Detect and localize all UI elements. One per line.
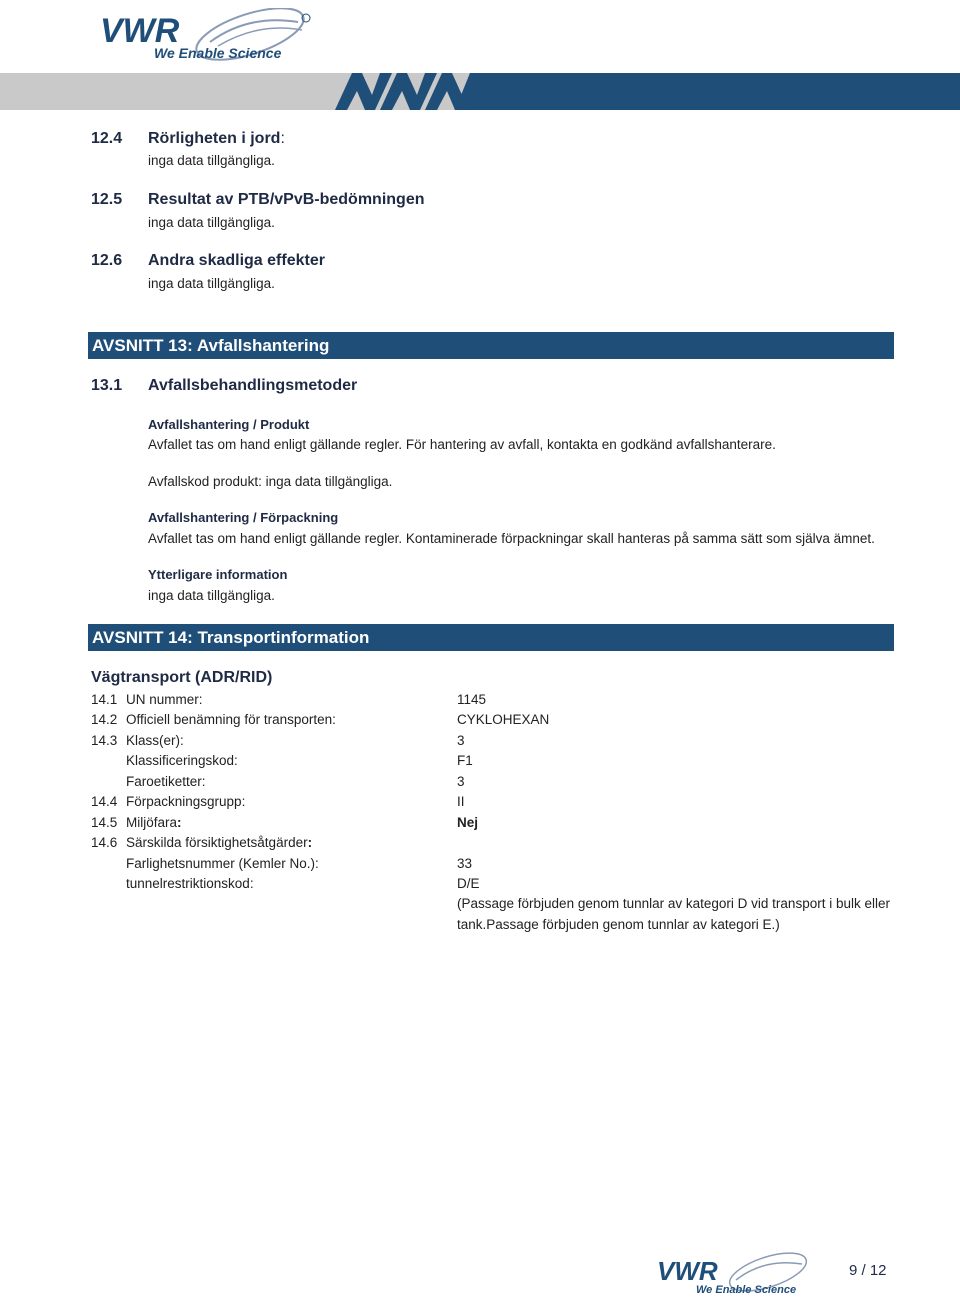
subsection-number: 12.6 — [91, 252, 123, 269]
row-value: Nej — [457, 815, 479, 830]
footer-logo-tagline: We Enable Science — [696, 1284, 797, 1296]
row-number: 14.1 — [91, 692, 118, 707]
row-label: Miljöfara: — [126, 815, 182, 830]
waste-code: Avfallskod produkt: inga data tillgängliga. — [148, 474, 393, 489]
subsection-text: inga data tillgängliga. — [148, 215, 275, 230]
packaging-label: Avfallshantering / Förpackning — [148, 510, 339, 525]
row-value: II — [457, 794, 465, 809]
footer-logo-wordmark: VWR — [657, 1256, 718, 1286]
packaging-text: Avfallet tas om hand enligt gällande regler. Kontaminerade förpackningar skall hanteras på samma sätt som själva ämnet. — [148, 531, 875, 546]
row-label: tunnelrestriktionskod: — [126, 876, 254, 891]
row-label: Klassificeringskod: — [126, 753, 238, 768]
row-value: D/E — [457, 876, 480, 891]
subsection-title: Avfallsbehandlingsmetoder — [148, 377, 358, 394]
subsection-number: 13.1 — [91, 377, 123, 394]
row-number: 14.3 — [91, 733, 118, 748]
section-heading-13: AVSNITT 13: Avfallshantering — [88, 332, 894, 359]
row-value: 33 — [457, 856, 473, 871]
row-value: 3 — [457, 774, 465, 789]
vwr-logo-footer — [656, 1252, 812, 1296]
logo-tagline: We Enable Science — [154, 45, 282, 61]
row-number: 14.2 — [91, 712, 118, 727]
subsection-title: Resultat av PTB/vPvB-bedömningen — [148, 191, 425, 208]
row-label: Förpackningsgrupp: — [126, 794, 246, 809]
row-label: Farlighetsnummer (Kemler No.): — [126, 856, 319, 871]
tunnel-note: (Passage förbjuden genom tunnlar av kategori D vid transport i bulk eller tank.Passage förbjuden genom tunnlar av kategori E.) — [457, 896, 890, 932]
subsection-text: inga data tillgängliga. — [148, 153, 275, 168]
section-heading-14: AVSNITT 14: Transportinformation — [88, 624, 894, 651]
row-value: CYKLOHEXAN — [457, 712, 550, 727]
logo-wordmark: VWR — [100, 12, 180, 50]
page-number: 9 / 12 — [849, 1262, 887, 1279]
header-band — [0, 73, 960, 110]
row-label: Officiell benämning för transporten: — [126, 712, 336, 727]
more-info-label: Ytterligare information — [148, 567, 288, 582]
subsection-number: 12.5 — [91, 191, 123, 208]
subsection-text: inga data tillgängliga. — [148, 276, 275, 291]
row-number: 14.4 — [91, 794, 118, 809]
road-transport-title: Vägtransport (ADR/RID) — [91, 669, 273, 686]
row-number: 14.5 — [91, 815, 118, 830]
row-value: 1145 — [457, 692, 487, 707]
product-label: Avfallshantering / Produkt — [148, 417, 310, 432]
row-label: Särskilda försiktighetsåtgärder: — [126, 835, 313, 850]
subsection-title: Andra skadliga effekter — [148, 252, 325, 269]
more-info-text: inga data tillgängliga. — [148, 588, 275, 603]
row-number: 14.6 — [91, 835, 118, 850]
vwr-logo-header — [98, 8, 314, 64]
row-value: 3 — [457, 733, 465, 748]
row-label: Faroetiketter: — [126, 774, 206, 789]
row-value: F1 — [457, 753, 473, 768]
subsection-number: 12.4 — [91, 130, 123, 147]
product-text: Avfallet tas om hand enligt gällande regler. För hantering av avfall, kontakta en godkänd avfallshanterare. — [148, 437, 776, 452]
subsection-title: Rörligheten i jord: — [148, 130, 285, 147]
row-label: Klass(er): — [126, 733, 184, 748]
row-label: UN nummer: — [126, 692, 203, 707]
